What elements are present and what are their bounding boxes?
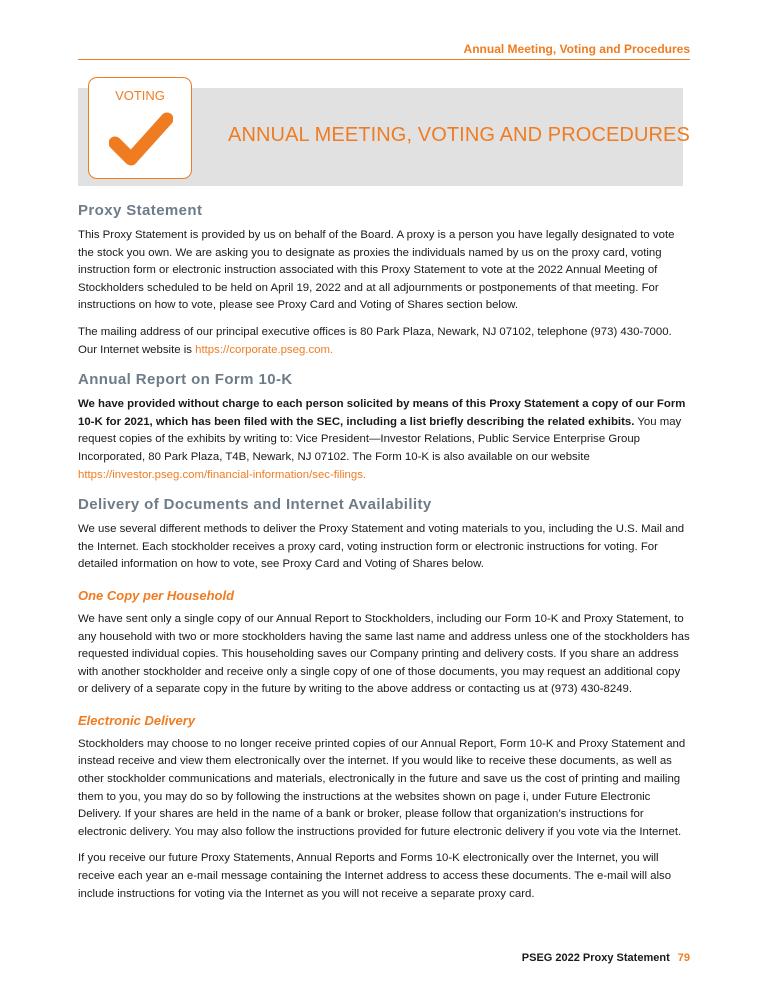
electronic-delivery-paragraph-1: Stockholders may choose to no longer receive printed copies of our Annual Report, Form 10-K and Proxy Statement and instead receive and view them electronically over the internet. If you would like to receive these documents, as well as other stockholder communications and materials, electronically in the future and save us the cost of printing and mailing them to you, you may do so by following the instructions at the websites shown on page i, under Future Electronic Delivery. If your shares are held in the name of a bank or broker, please follow that organization’s instructions for electronic delivery. You may also follow the instructions provided for future electronic delivery if you vote via the Internet.: [78, 737, 686, 838]
electronic-delivery-heading: Electronic Delivery: [78, 712, 196, 728]
page-footer: [522, 952, 690, 964]
corporate-website-link[interactable]: https://corporate.pseg.com.: [195, 343, 334, 356]
electronic-delivery-paragraph-2: If you receive our future Proxy Statements, Annual Reports and Forms 10-K electronically over the Internet, you will receive each year an e-mail message containing the Internet address to access these documents. The e-mail will also include instructions for voting via the Internet as you will not receive a separate proxy card.: [78, 852, 672, 900]
mailing-address-text: The mailing address of our principal executive offices is 80 Park Plaza, Newark, NJ 07102, telephone (973) 430-7000. Our Internet website is: [78, 325, 672, 356]
header-divider: [78, 59, 690, 60]
delivery-paragraph: We use several different methods to deliver the Proxy Statement and voting materials to you, including the U.S. Mail and the Internet. Each stockholder receives a proxy card, voting instruction form or electronic instructions for voting. For detailed information on how to vote, see Proxy Card and Voting of Shares below.: [78, 523, 685, 571]
annual-report-heading: Annual Report on Form 10-K: [78, 371, 293, 389]
household-paragraph: We have sent only a single copy of our Annual Report to Stockholders, including our Form 10-K and Proxy Statement, to any household with two or more stockholders having the same last name and address unless one of the stockholders has requested individual copies. This householding saves our Company printing and delivery costs. If you share an address with another stockholder and receive only a single copy of one of those documents, you may request an additional copy or delivery of a separate copy in the future by writing to the above address or contacting us at (973) 430-8249.: [78, 612, 690, 696]
section-title: ANNUAL MEETING, VOTING AND PROCEDURES: [228, 124, 690, 146]
annual-report-text: You may request copies of the exhibits by writing to: Vice President—Investor Relations, Public Service Enterprise Group Incorporated, 80 Park Plaza, T4B, Newark, NJ 07102. The Form 10-K is also available on our website: [78, 415, 682, 463]
voting-badge-label: VOTING: [115, 88, 165, 103]
checkmark-icon: [109, 110, 173, 166]
running-header: Annual Meeting, Voting and Procedures: [463, 42, 690, 56]
proxy-statement-heading: Proxy Statement: [78, 202, 203, 219]
page-number: 79: [677, 952, 690, 964]
annual-report-bold-text: We have provided without charge to each person solicited by means of this Proxy Statement a copy of our Form 10-K for 2021, which has been filed with the SEC, including a list briefly describing the related exhibits.: [78, 398, 686, 428]
sec-filings-link[interactable]: https://investor.pseg.com/financial-information/sec-filings.: [78, 468, 367, 481]
proxy-statement-paragraph: This Proxy Statement is provided by us on behalf of the Board. A proxy is a person you have legally designated to vote the stock you own. We are asking you to designate as proxies the individuals named by us on the proxy card, voting instruction form or electronic instruction associated with this Proxy Statement to vote at the 2022 Annual Meeting of Stockholders scheduled to be held on April 19, 2022 and at all adjournments or postponements of that meeting. For instructions on how to vote, please see Proxy Card and Voting of Shares section below.: [78, 229, 675, 312]
mailing-address-paragraph: [78, 324, 691, 359]
footer-document-title: PSEG 2022 Proxy Statement: [521, 952, 670, 964]
household-heading: One Copy per Household: [78, 587, 235, 603]
voting-badge: [88, 77, 192, 179]
page-content: [78, 202, 691, 912]
annual-report-paragraph: [78, 396, 691, 484]
delivery-heading: Delivery of Documents and Internet Availability: [78, 496, 432, 514]
